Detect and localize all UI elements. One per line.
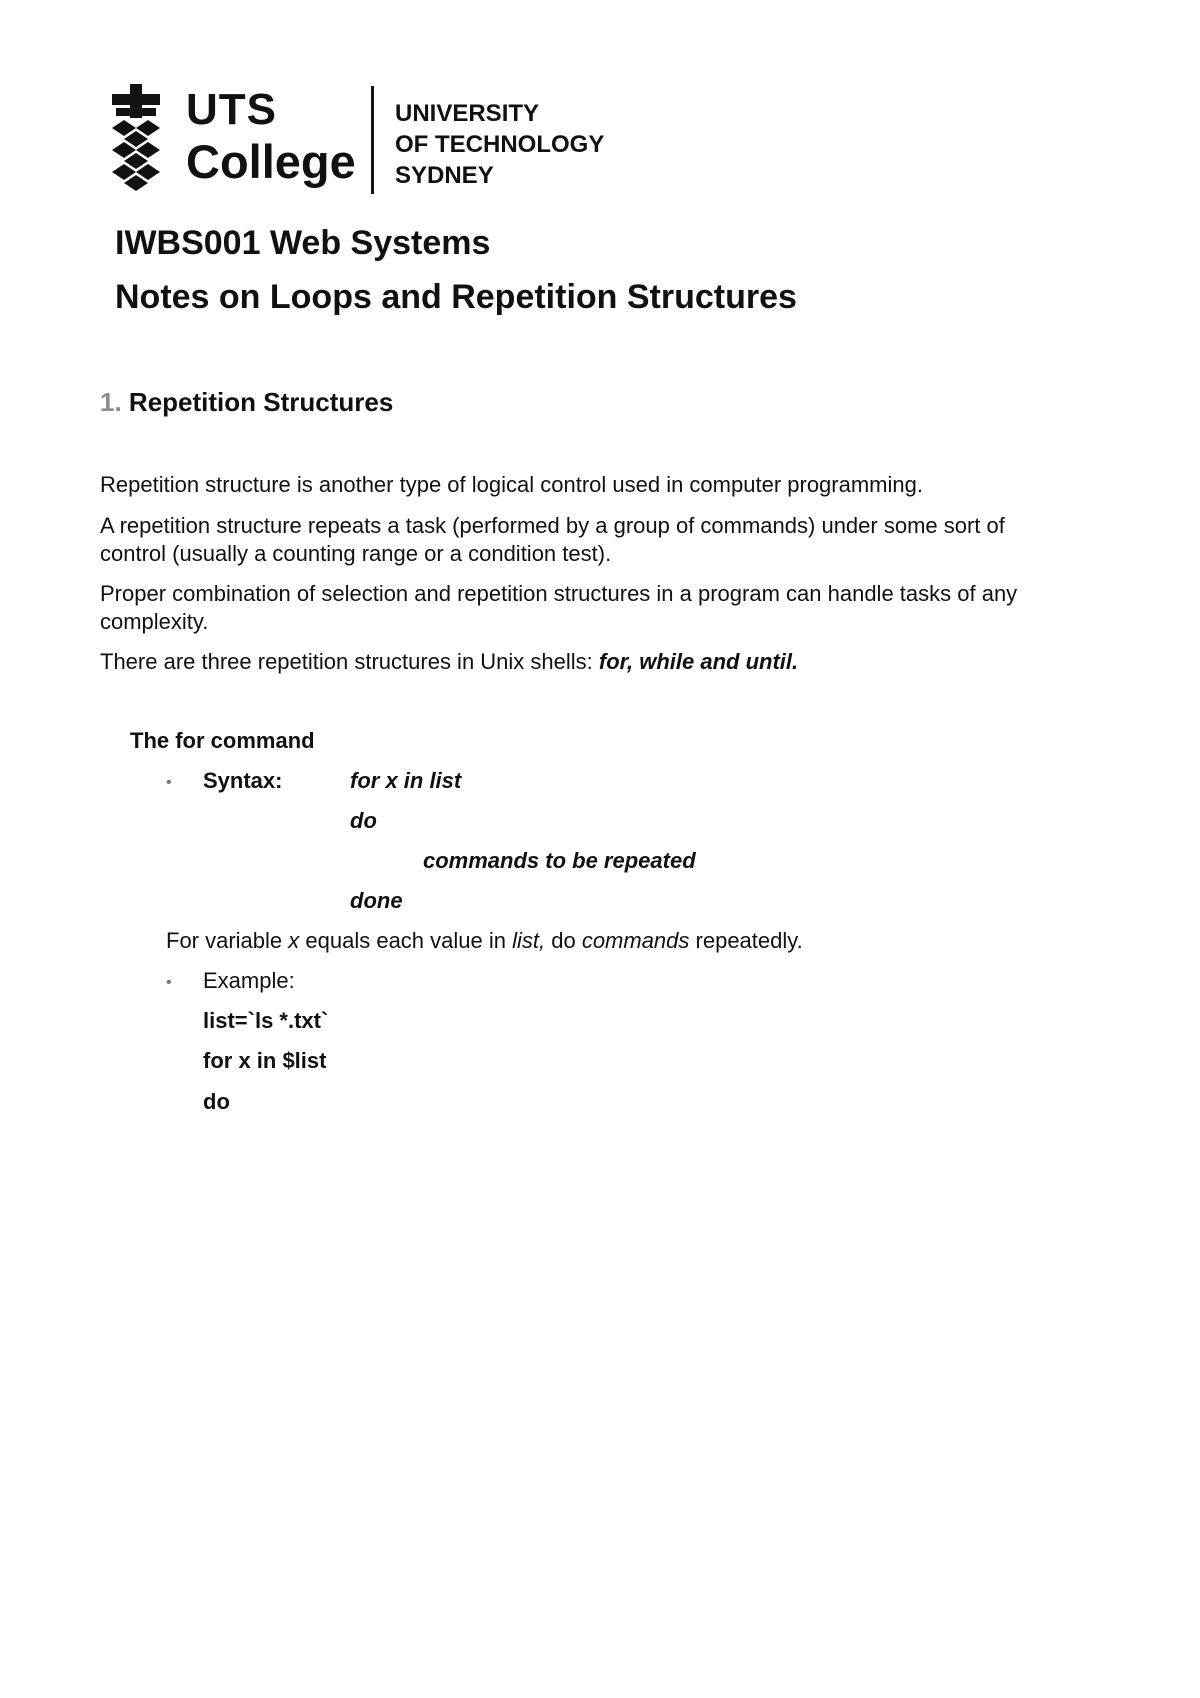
example-label: Example:	[203, 968, 295, 993]
course-title: IWBS001 Web Systems	[115, 224, 491, 262]
syntax-line-3: commands to be repeated	[423, 848, 696, 873]
syntax-line-1: for x in list	[350, 768, 462, 793]
explain-part4: repeatedly.	[689, 928, 803, 953]
section-heading	[100, 387, 393, 418]
for-explanation	[166, 928, 803, 954]
logo-uni-line2: OF TECHNOLOGY	[395, 131, 605, 158]
explain-part2: equals each value in	[299, 928, 513, 953]
logo-uni-line1: UNIVERSITY	[395, 100, 540, 127]
section-heading-text: Repetition Structures	[128, 387, 394, 417]
logo-university-text	[395, 98, 604, 191]
paragraph-1: Repetition structure is another type of logical control used in computer programming.	[100, 472, 923, 497]
uts-logo-mark-icon	[108, 84, 164, 196]
explain-part3: do	[545, 928, 582, 953]
example-line-1: list=`ls *.txt`	[203, 1008, 329, 1033]
example-line-2: for x in $list	[203, 1048, 327, 1073]
bullet-icon: •	[166, 774, 172, 791]
syntax-label: Syntax:	[203, 768, 283, 793]
paragraph-4	[100, 648, 1060, 676]
logo-college-text	[186, 85, 356, 188]
logo-uni-line3: SYDNEY	[395, 162, 494, 189]
logo-divider	[371, 86, 374, 194]
example-line-3: do	[203, 1089, 230, 1114]
uts-college-logo	[108, 84, 608, 196]
explain-var: x	[288, 928, 300, 953]
logo-college-word: College	[186, 135, 356, 188]
paragraph-2: A repetition structure repeats a task (performed by a group of commands) under some sort of control (usually a counting range or a condition test).	[100, 513, 1005, 566]
explain-commands: commands	[581, 928, 690, 953]
logo-uts-text: UTS	[186, 85, 277, 134]
syntax-line-2: do	[350, 808, 377, 833]
explain-list: list,	[512, 928, 546, 953]
section-number: 1.	[100, 387, 122, 417]
syntax-line-4: done	[350, 888, 403, 913]
paragraph-3: Proper combination of selection and repetition structures in a program can handle tasks of any complexity.	[100, 581, 1018, 634]
document-title: Notes on Loops and Repetition Structures	[115, 278, 797, 316]
paragraph-4-emphasis: for, while and until.	[598, 649, 799, 674]
for-command-heading: The for command	[130, 728, 315, 753]
explain-part1: For variable	[166, 928, 289, 953]
bullet-icon: •	[166, 974, 172, 991]
paragraph-4-text: There are three repetition structures in Unix shells:	[100, 649, 599, 674]
